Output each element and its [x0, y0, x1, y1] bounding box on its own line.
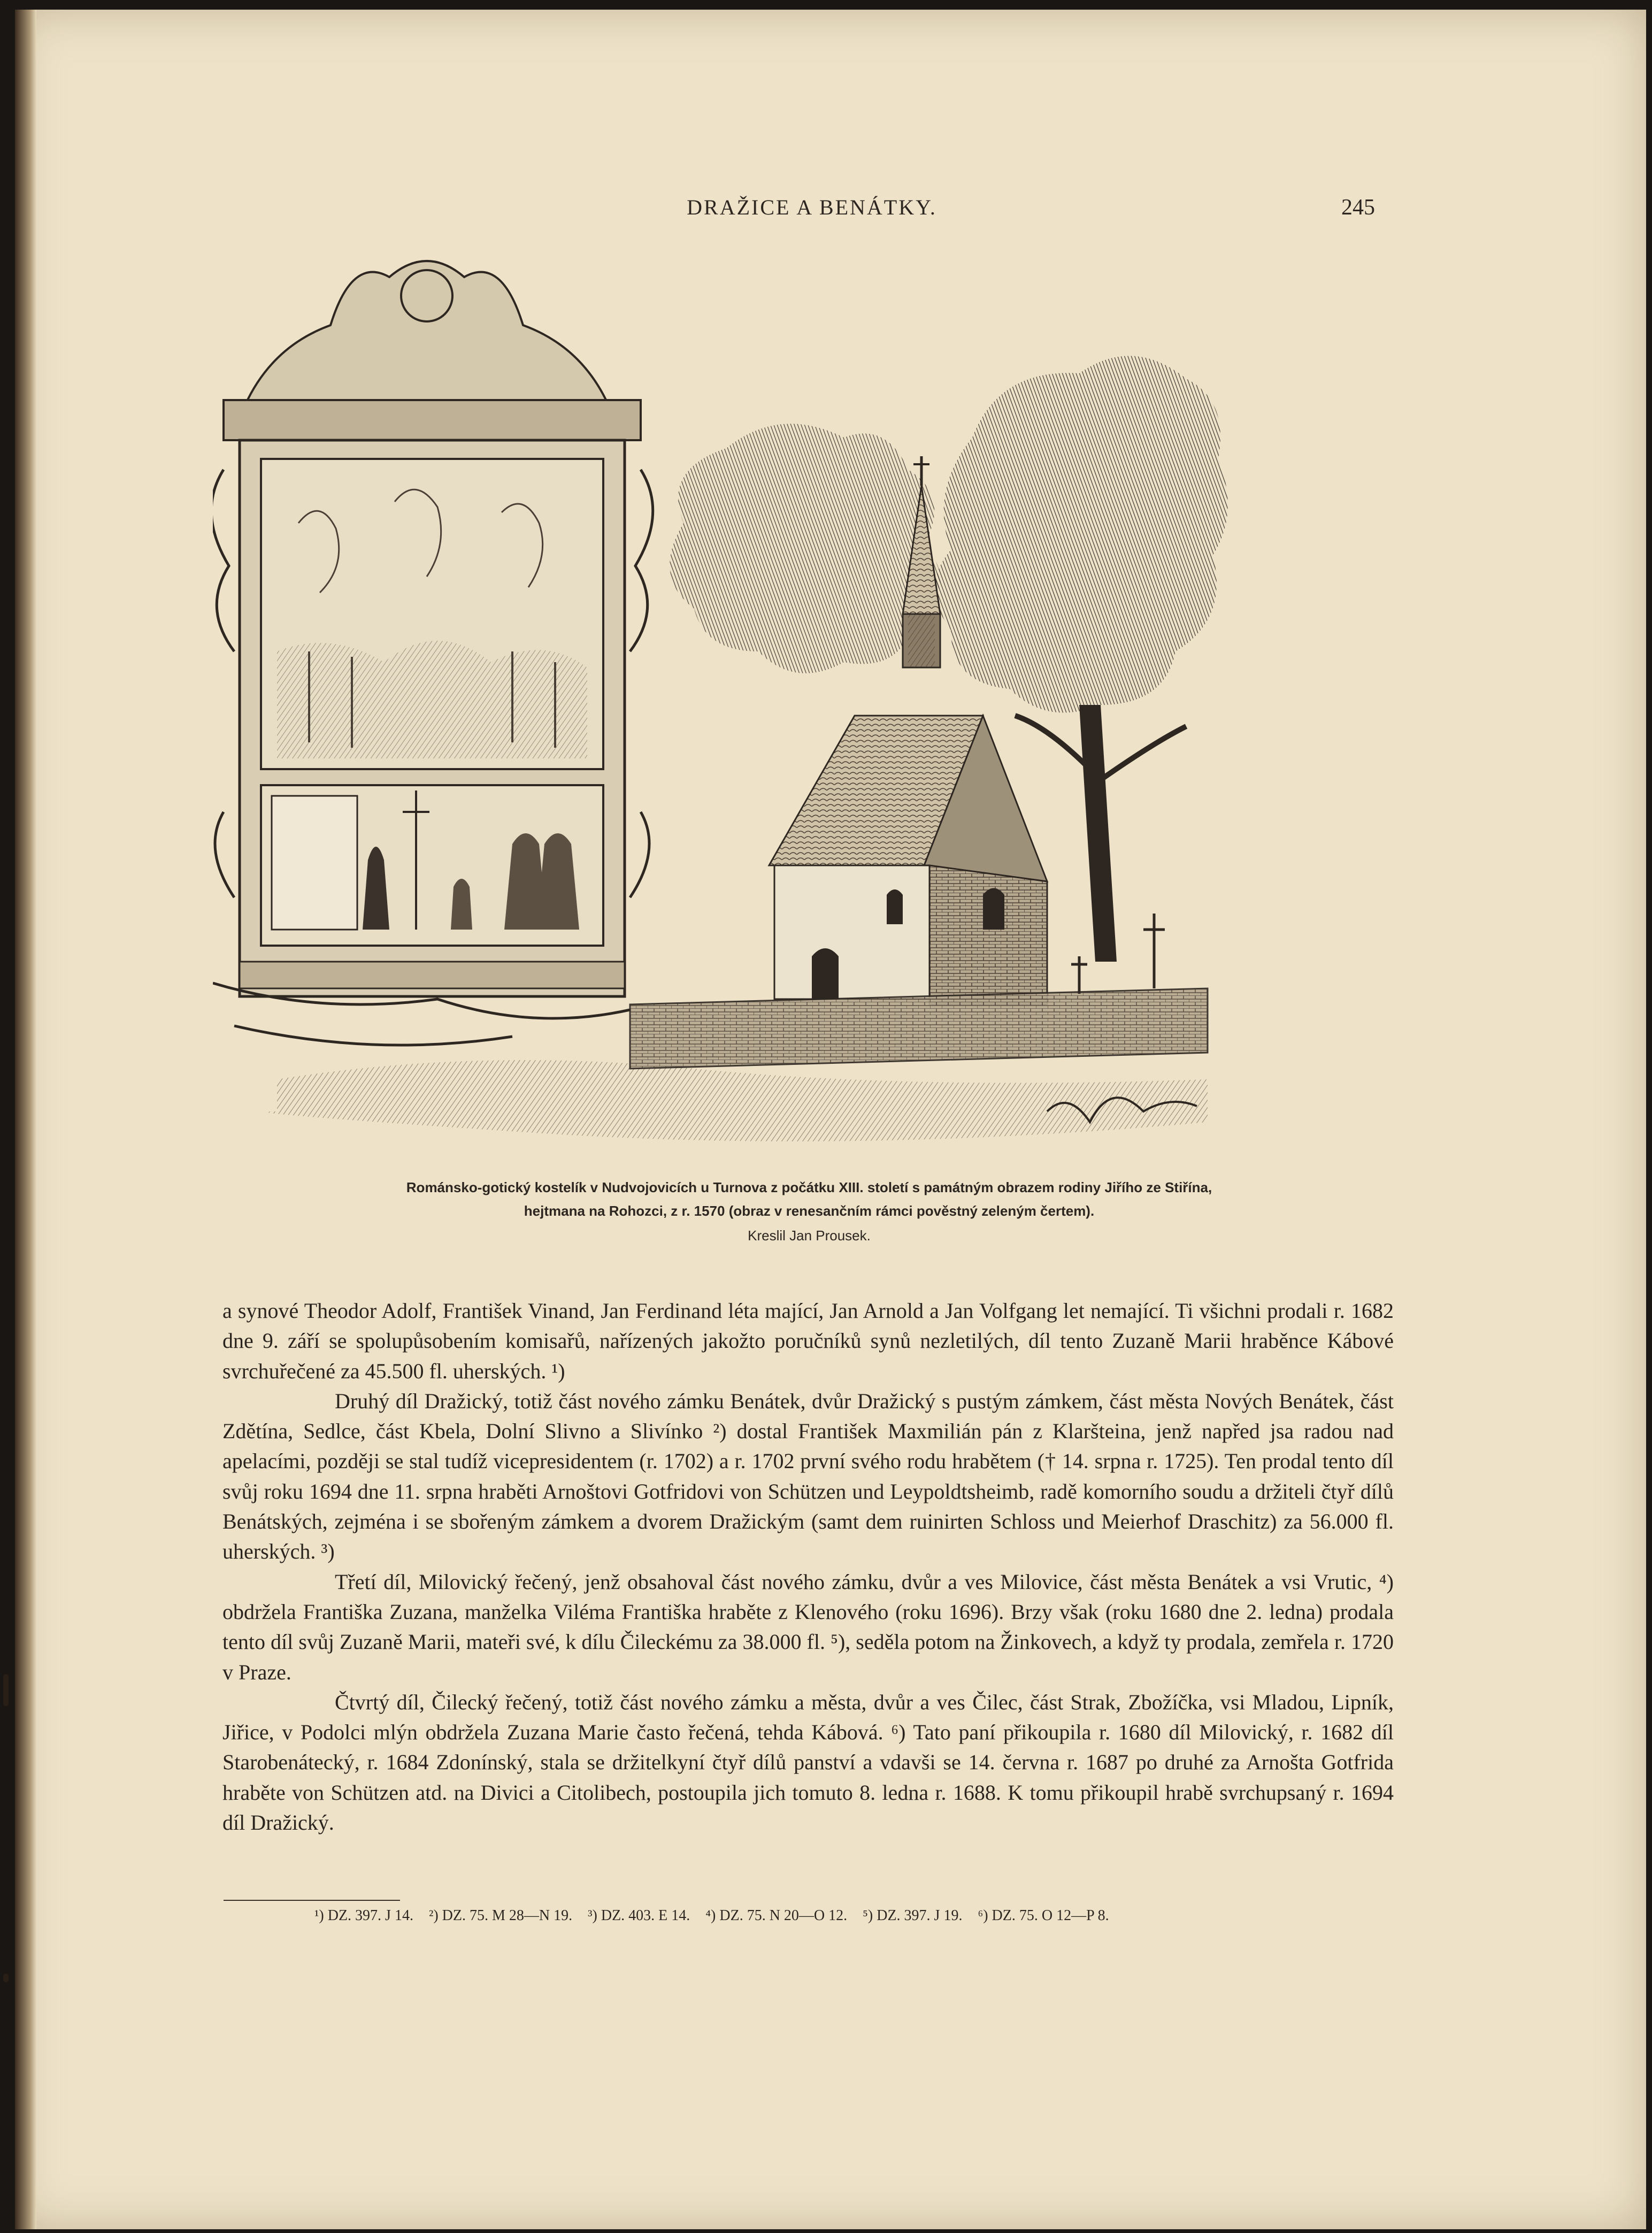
- book-page: [15, 10, 1646, 2229]
- footnote-2: ²) DZ. 75. M 28—N 19.: [428, 1907, 573, 1924]
- footnote-6: ⁶) DZ. 75. O 12—P 8.: [978, 1907, 1109, 1924]
- binding-mark: [3, 1974, 9, 1982]
- footnote-3: ³) DZ. 403. E 14.: [588, 1907, 690, 1924]
- engraving-illustration: [213, 245, 1229, 1160]
- page-gutter: [15, 10, 36, 2229]
- main-text: [222, 1296, 1394, 1838]
- caption-line-2: hejtmana na Rohozci, z r. 1570 (obraz v renesančním rámci pověstný zeleným čertem).: [524, 1203, 1095, 1219]
- footnote-5: ⁵) DZ. 397. J 19.: [863, 1907, 963, 1924]
- footnote-divider: [224, 1900, 400, 1901]
- caption-line-1: Románsko-gotický kostelík v Nudvojovicích u Turnova z počátku XIII. století s památným obrazem rodiny Jiřího ze Stiřína,: [406, 1179, 1212, 1195]
- church-engraving-icon: [213, 245, 1229, 1160]
- footnote-4: ⁴) DZ. 75. N 20—O 12.: [705, 1907, 848, 1924]
- figure-caption: [229, 1176, 1389, 1247]
- paragraph-2: Druhý díl Dražický, totiž část nového zámku Benátek, dvůr Dražický s pustým zámkem, část města Nových Benátek, část Zdětína, Sedlce, část Kbela, Dolní Slivno a Slivínko ²) dostal František Maxmilián pán z Klaršteina, jenž napřed jsa radou nad apelacími, později se stal tudíž vicepresidentem (r. 1702) a r. 1702 první svého rodu hrabětem († 14. srpna r. 1725). Ten prodal tento díl svůj roku 1694 dne 11. srpna hraběti Arnoštovi Gotfridovi von Schützen und Leypoldtsheimb, radě komorního soudu a držiteli čtyř dílů Benátských, zejména i se sbořeným zámkem a dvorem Dražickým (samt dem ruinirten Schloss und Meierhof Draschitz) za 56.000 fl. uherských. ³): [222, 1388, 1394, 1564]
- running-head: DRAŽICE A BENÁTKY.: [687, 195, 937, 219]
- caption-credit: Kreslil Jan Prousek.: [748, 1227, 871, 1244]
- paragraph-4: Čtvrtý díl, Čilecký řečený, totiž část nového zámku a města, dvůr a ves Čilec, část Strak, Zbožíčka, vsi Mladou, Lipník, Jiřice, v Podolci mlýn obdržela Zuzana Marie často řečená, tehda Kábová. ⁶) Tato paní přikoupila r. 1680 díl Milovický, r. 1682 díl Starobenátecký, r. 1684 Zdonínský, stala se držitelkyní čtyř dílů panství a vdavši se 14. června r. 1687 po druhé za Arnošta Gotfrida hraběte von Schützen atd. na Divici a Citolibech, postoupila jich tomuto 8. ledna r. 1688. K tomu přikoupil hrabě svrchupsaný r. 1694 díl Dražický.: [222, 1690, 1394, 1835]
- footnote-1: ¹) DZ. 397. J 14.: [314, 1907, 413, 1924]
- footnotes: [314, 1907, 1400, 1924]
- page-number: 245: [1341, 195, 1375, 220]
- paragraph-3: Třetí díl, Milovický řečený, jenž obsahoval část nového zámku, dvůr a ves Milovice, část města Benátek a vsi Vrutic, ⁴) obdržela Františka Zuzana, manželka Viléma Františka hraběte z Klenového (roku 1696). Brzy však (roku 1680 dne 2. ledna) prodala tento díl svůj Zuzaně Marii, mateři své, k dílu Čileckému za 38.000 fl. ⁵), seděla potom na Žinkovech, a když ty prodala, zemřela r. 1720 v Praze.: [222, 1569, 1394, 1684]
- page-header: [15, 195, 1646, 227]
- paragraph-1: a synové Theodor Adolf, František Vinand, Jan Ferdinand léta mající, Jan Arnold a Jan Volfgang let nemající. Ti všichni prodali r. 1682 dne 9. září se spolupůsobením komisařů, nařízených jakožto poručníků synů nezletilých, díl tento Zuzaně Marii hraběnce Kábové svrchuřečené za 45.500 fl. uherských. ¹): [222, 1299, 1394, 1383]
- epitaph-frame-icon: [213, 261, 653, 996]
- binding-mark: [3, 1674, 9, 1706]
